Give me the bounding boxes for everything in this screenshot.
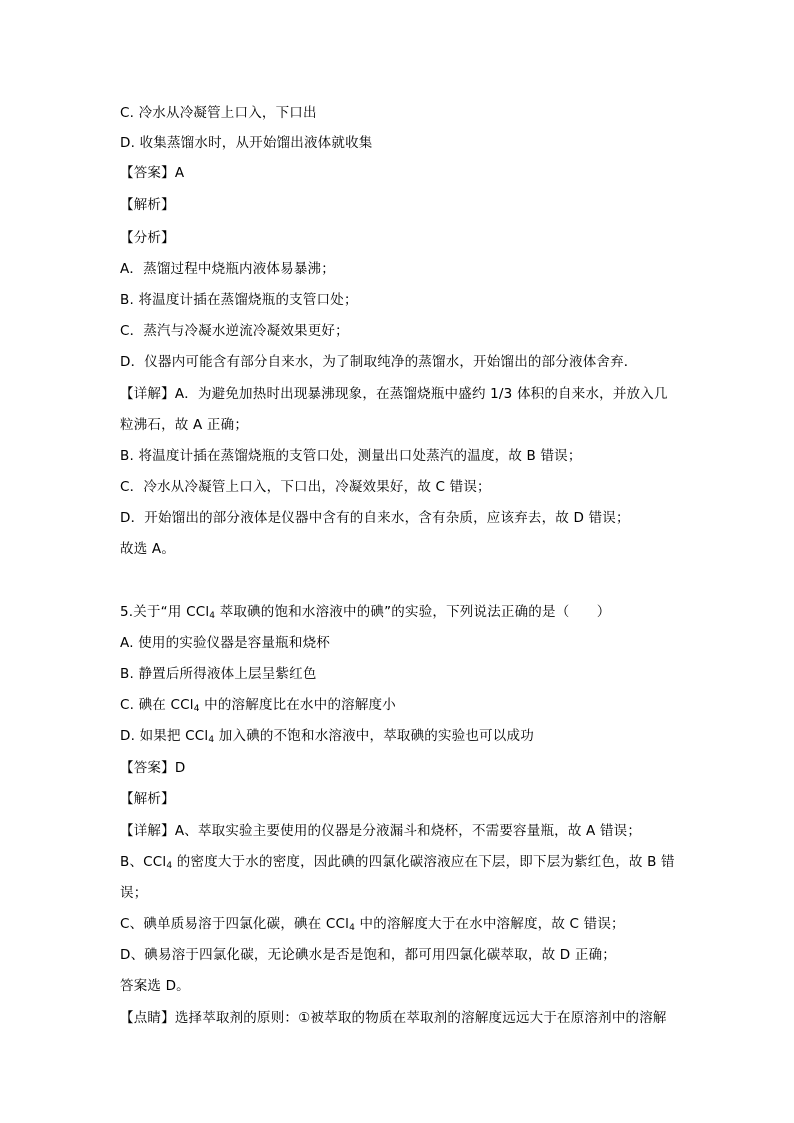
subscript: 4 (166, 861, 173, 871)
detail-tag: 【详解】 (120, 823, 175, 839)
q4-detail-c: C．冷水从冷凝管上口入，下口出，冷凝效果好，故 C 错误； (120, 479, 491, 495)
q5-stem (120, 603, 611, 625)
option-c-part1: C. 碘在 CCl (120, 697, 194, 713)
q5-detail-a (120, 822, 641, 840)
option-d-part1: D. 如果把 CCl (120, 728, 209, 744)
q5-option-a: A. 使用的实验仪器是容量瓶和烧杯 (120, 635, 330, 651)
q4-detail-a-line2: 粒沸石，故 A 正确； (120, 417, 249, 433)
q5-option-d (120, 727, 534, 749)
q4-detail-a-line1 (120, 385, 668, 403)
q4-fenxi-d: D．仪器内可能含有部分自来水，为了制取纯净的蒸馏水，开始馏出的部分液体舍弃． (120, 354, 638, 370)
q4-fenxi-a: A．蒸馏过程中烧瓶内液体易暴沸； (120, 261, 335, 277)
q4-answer (120, 164, 184, 182)
q5-answer (120, 759, 185, 777)
q5-detail-b (120, 853, 675, 875)
q5-detail-b-line2: 误； (120, 885, 148, 901)
q5-option-c (120, 696, 396, 718)
detail-b-part2: 的密度大于水的密度，因此碘的四氯化碳溶液应在下层，即下层为紫红色，故 B 错 (172, 854, 675, 870)
q5-conclusion: 答案选 D。 (120, 978, 190, 994)
detail-c-part2: 中的溶解度大于在水中溶解度，故 C 错误； (355, 916, 625, 932)
q4-option-d: D. 收集蒸馏水时，从开始馏出液体就收集 (120, 135, 373, 151)
subscript: 4 (208, 735, 215, 745)
detail-text: A、萃取实验主要使用的仪器是分液漏斗和烧杯，不需要容量瓶，故 A 错误； (174, 823, 642, 839)
answer-tag: 【答案】 (120, 165, 175, 181)
q4-fenxi-b: B. 将温度计插在蒸馏烧瓶的支管口处； (120, 292, 358, 308)
q4-fenxi-c: C．蒸汽与冷凝水逆流冷凝效果更好； (120, 323, 349, 339)
q4-detail-d: D．开始馏出的部分液体是仪器中含有的自来水，含有杂质，应该弃去，故 D 错误； (120, 510, 630, 526)
q5-analysis-tag: 【解析】 (120, 791, 175, 807)
subscript: 4 (349, 923, 356, 933)
q5-dianjing (120, 1009, 667, 1027)
option-d-part2: 加入碘的不饱和水溶液中，萃取碘的实验也可以成功 (214, 728, 534, 744)
q5-stem-part1: 5.关于“用 CCl (120, 604, 210, 620)
q4-fenxi-tag: 【分析】 (120, 230, 175, 246)
dianjing-text: 选择萃取剂的原则：①被萃取的物质在萃取剂的溶解度远远大于在原溶剂中的溶解 (174, 1010, 667, 1026)
q5-detail-d: D、碘易溶于四氯化碳，无论碘水是否是饱和，都可用四氯化碳萃取，故 D 正确； (120, 947, 616, 963)
detail-b-part1: B、CCl (120, 854, 167, 870)
dianjing-tag: 【点睛】 (120, 1010, 175, 1026)
answer-value: A (174, 165, 185, 181)
subscript: 4 (193, 704, 200, 714)
subscript: 4 (209, 611, 216, 621)
detail-c-part1: C、碘单质易溶于四氯化碳，碘在 CCl (120, 916, 350, 932)
q4-analysis-tag: 【解析】 (120, 197, 175, 213)
q5-stem-part2: 萃取碘的饱和水溶液中的碘”的实验，下列说法正确的是（ ） (215, 604, 611, 620)
detail-text: A．为避免加热时出现暴沸现象，在蒸馏烧瓶中盛约 1/3 体积的自来水，并放入几 (174, 386, 668, 402)
q4-option-c: C. 冷水从冷凝管上口入，下口出 (120, 105, 317, 121)
q5-option-b: B. 静置后所得液体上层呈紫红色 (120, 666, 317, 682)
answer-value: D (174, 760, 186, 776)
q4-conclusion: 故选 A。 (120, 541, 176, 557)
q4-detail-b: B. 将温度计插在蒸馏烧瓶的支管口处，测量出口处蒸汽的温度，故 B 错误； (120, 448, 582, 464)
detail-tag: 【详解】 (120, 386, 175, 402)
q5-detail-c (120, 915, 625, 937)
answer-tag: 【答案】 (120, 760, 175, 776)
option-c-part2: 中的溶解度比在水中的溶解度小 (199, 697, 396, 713)
